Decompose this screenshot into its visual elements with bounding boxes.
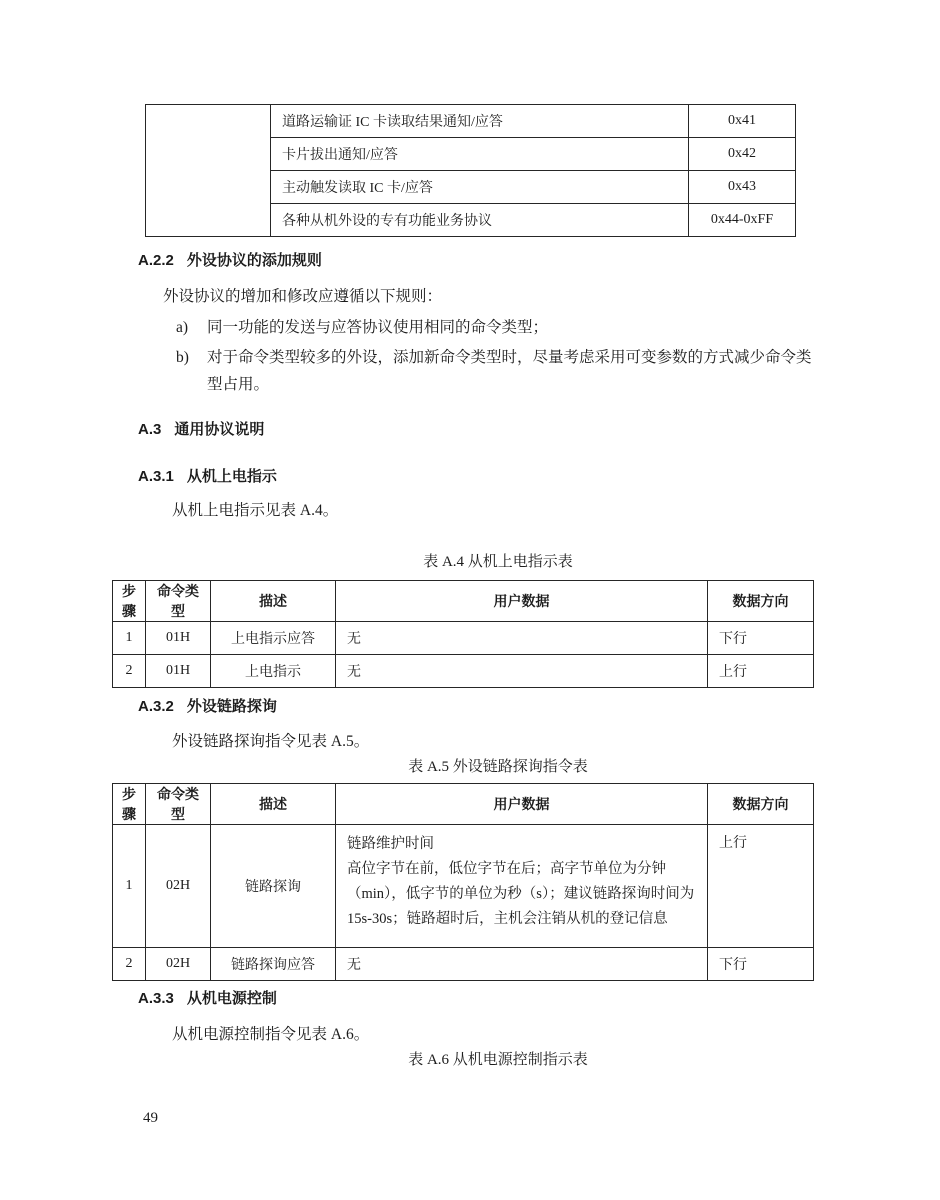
desc-cell: 上电指示 [211, 655, 336, 688]
list-item-text: 对于命令类型较多的外设，添加新命令类型时，尽量考虑采用可变参数的方式减少命令类型占用。 [207, 349, 812, 393]
table-caption-a4: 表 A.4 从机上电指示表 [423, 554, 573, 570]
direction-cell: 下行 [708, 948, 814, 981]
table-row [113, 825, 814, 948]
table-header-row [113, 784, 814, 825]
list-item-b [176, 344, 812, 398]
desc-cell: 链路探询应答 [211, 948, 336, 981]
cmd-type-cell: 01H [146, 655, 211, 688]
table-a5 [112, 783, 814, 981]
section-heading-a33 [138, 987, 277, 1008]
user-data-cell: 无 [336, 948, 708, 981]
protocol-code-cell: 0x43 [689, 171, 796, 204]
col-header-cmd-type: 命令类型 [146, 784, 211, 825]
direction-cell: 上行 [708, 825, 814, 948]
section-number: A.3.3 [138, 990, 174, 1007]
protocol-description-cell: 主动触发读取 IC 卡/应答 [271, 171, 689, 204]
col-header-user-data: 用户数据 [336, 784, 708, 825]
section-number: A.3.1 [138, 468, 174, 485]
rule-list [176, 314, 812, 398]
protocol-code-cell: 0x41 [689, 105, 796, 138]
protocol-description-cell: 卡片拔出通知/应答 [271, 138, 689, 171]
section-heading-a3 [138, 418, 264, 439]
col-header-step: 步骤 [113, 581, 146, 622]
section-title: 从机电源控制 [186, 990, 277, 1007]
section-number: A.3.2 [138, 698, 174, 715]
section-number: A.2.2 [138, 252, 174, 269]
cmd-type-cell: 02H [146, 948, 211, 981]
section-heading-a31 [138, 465, 277, 486]
protocol-code-cell: 0x42 [689, 138, 796, 171]
paragraph-a22-intro: 外设协议的增加和修改应遵循以下规则： [163, 288, 443, 305]
desc-cell: 上电指示应答 [211, 622, 336, 655]
continuation-table [145, 104, 796, 237]
section-title: 外设协议的添加规则 [186, 252, 322, 269]
table-caption-a6: 表 A.6 从机电源控制指示表 [408, 1052, 588, 1068]
cmd-type-cell: 01H [146, 622, 211, 655]
paragraph-a31: 从机上电指示见表 A.4。 [172, 502, 339, 519]
section-heading-a32 [138, 695, 277, 716]
list-item-text: 同一功能的发送与应答协议使用相同的命令类型； [207, 319, 549, 336]
table-header-row [113, 581, 814, 622]
user-data-cell: 无 [336, 655, 708, 688]
col-header-direction: 数据方向 [708, 581, 814, 622]
col-header-user-data: 用户数据 [336, 581, 708, 622]
section-number: A.3 [138, 421, 162, 438]
list-marker: a) [176, 319, 189, 336]
table-row [113, 622, 814, 655]
user-data-cell [336, 825, 708, 948]
desc-cell: 链路探询 [211, 825, 336, 948]
paragraph-a32: 外设链路探询指令见表 A.5。 [172, 733, 370, 750]
direction-cell: 下行 [708, 622, 814, 655]
step-cell: 1 [113, 622, 146, 655]
continuation-empty-cell [146, 105, 271, 237]
direction-cell: 上行 [708, 655, 814, 688]
user-data-cell: 无 [336, 622, 708, 655]
paragraph-a33: 从机电源控制指令见表 A.6。 [172, 1026, 370, 1043]
user-data-title: 链路维护时间 [347, 836, 434, 852]
protocol-description-cell: 道路运输证 IC 卡读取结果通知/应答 [271, 105, 689, 138]
col-header-direction: 数据方向 [708, 784, 814, 825]
page-number: 49 [143, 1110, 158, 1126]
protocol-description-cell: 各种从机外设的专有功能业务协议 [271, 204, 689, 237]
table-row [146, 105, 796, 138]
col-header-step: 步骤 [113, 784, 146, 825]
list-marker: b) [176, 349, 189, 366]
table-a4 [112, 580, 814, 688]
section-title: 从机上电指示 [186, 468, 277, 485]
table-caption-a5: 表 A.5 外设链路探询指令表 [408, 759, 588, 775]
section-heading-a22 [138, 249, 322, 270]
step-cell: 2 [113, 655, 146, 688]
cmd-type-cell: 02H [146, 825, 211, 948]
table-row [113, 948, 814, 981]
col-header-cmd-type: 命令类型 [146, 581, 211, 622]
col-header-desc: 描述 [211, 581, 336, 622]
protocol-code-cell: 0x44-0xFF [689, 204, 796, 237]
user-data-detail: 高位字节在前，低位字节在后；高字节单位为分钟（min），低字节的单位为秒（s）；建议链路探询时间为 15s-30s；链路超时后，主机会注销从机的登记信息 [347, 861, 695, 927]
table-row [113, 655, 814, 688]
step-cell: 2 [113, 948, 146, 981]
list-item-a [176, 314, 812, 341]
section-title: 通用协议说明 [174, 421, 265, 438]
step-cell: 1 [113, 825, 146, 948]
section-title: 外设链路探询 [186, 698, 277, 715]
col-header-desc: 描述 [211, 784, 336, 825]
